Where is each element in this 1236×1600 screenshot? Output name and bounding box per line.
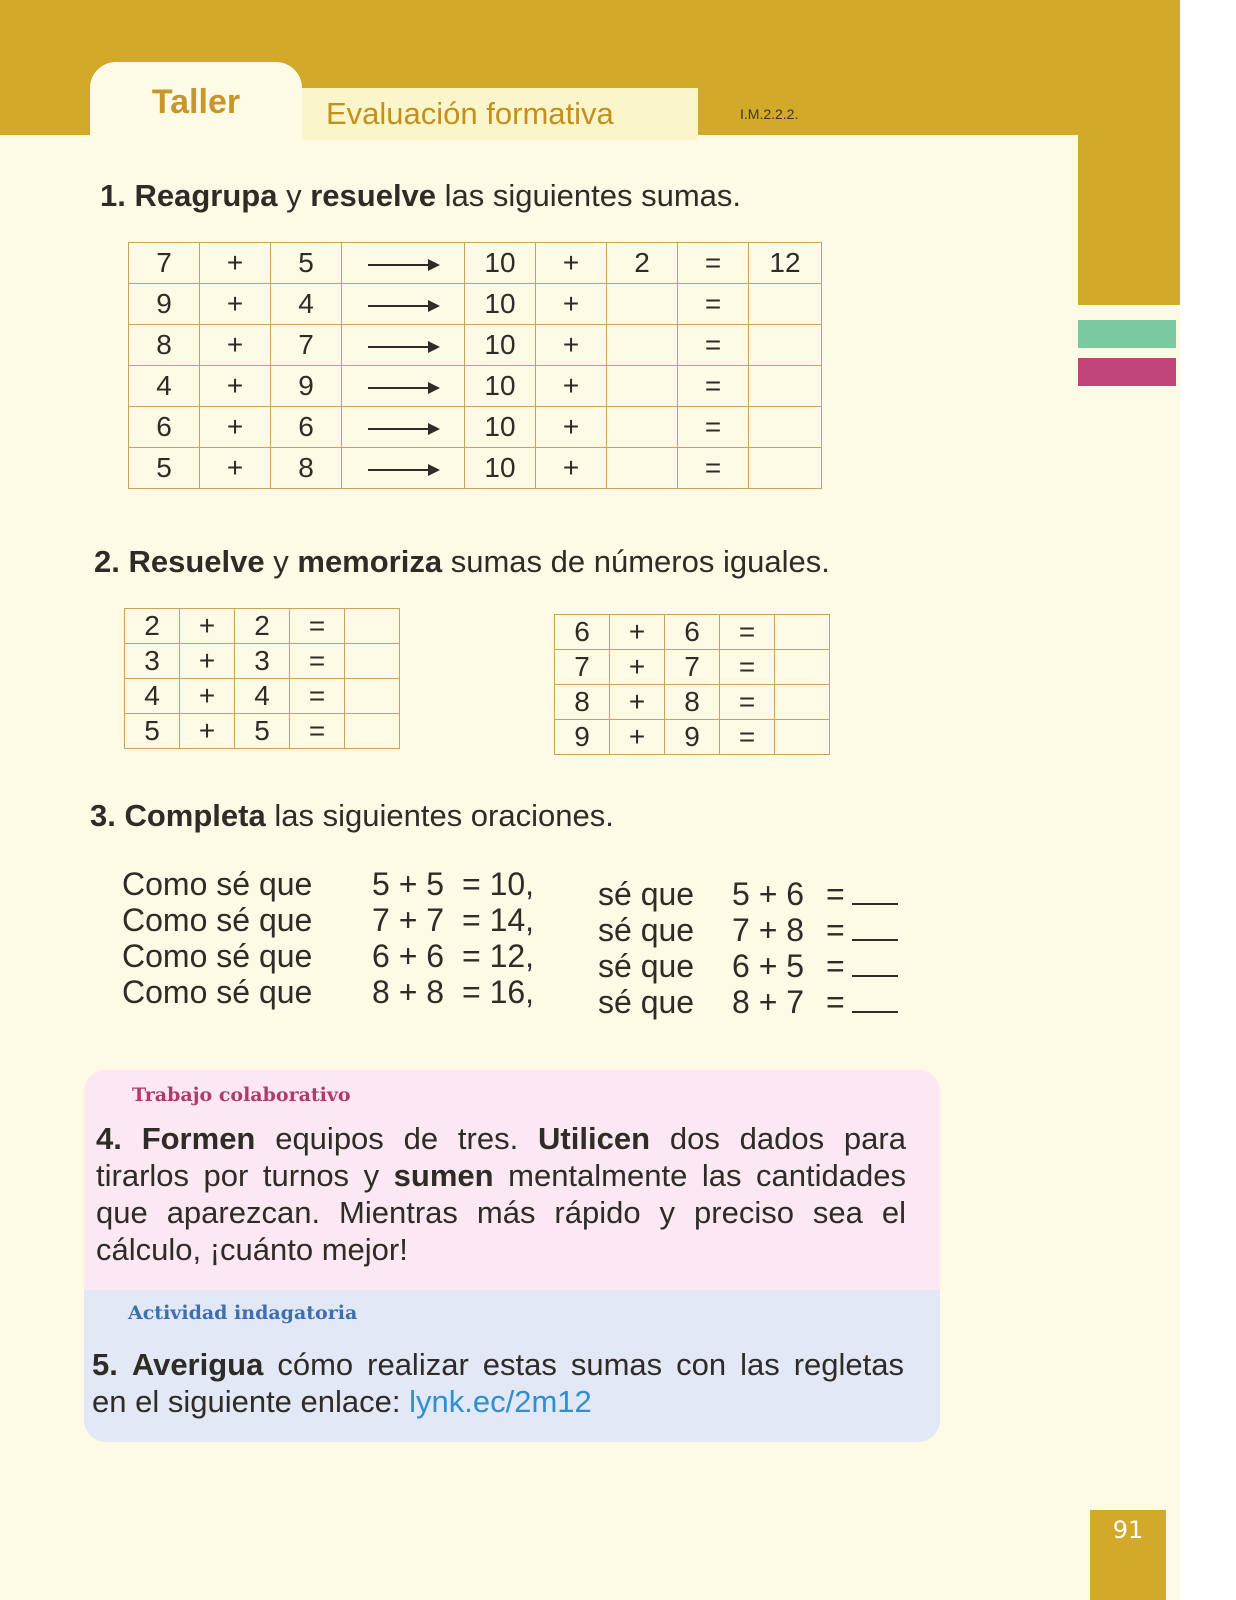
addend-b: 9 [271,366,342,407]
q4-text-2: dos dados para tirarlos por turnos y [96,1121,906,1193]
arrow-cell [342,325,465,366]
known-sum: 5 + 5 [372,866,445,902]
q3-verb: Completa [124,798,266,833]
collab-title: Trabajo colaborativo [132,1084,351,1106]
question-1 [100,178,741,214]
addend-a: 4 [125,679,180,714]
addend-b: 4 [271,284,342,325]
plus-sign: + [200,243,271,284]
q1-conj: y [286,178,302,213]
addend-b: 2 [235,609,290,644]
ten-value: 10 [465,325,536,366]
table-row [125,644,400,679]
equals-sign: = [290,679,345,714]
addend-b: 6 [271,407,342,448]
table-row [129,366,822,407]
plus-sign: + [536,284,607,325]
addend-a: 3 [125,644,180,679]
ten-value: 10 [465,284,536,325]
plus-sign: + [536,407,607,448]
equals-sign: = [678,366,749,407]
known-sum: 7 + 7 [372,902,445,938]
equals-sign: = [720,685,775,720]
addend-b: 8 [665,685,720,720]
answer-blank [775,615,830,650]
addend-b: 3 [235,644,290,679]
answer-blank [345,609,400,644]
addend-b: 7 [271,325,342,366]
q5-text: cómo realizar estas sumas con las regletas en el siguiente enlace: [92,1347,904,1419]
tab-evaluacion: Evaluación formativa [302,88,698,140]
regletas-link[interactable]: lynk.ec/2m12 [409,1384,592,1419]
arrow-icon [368,387,438,389]
known-sum: 8 + 8 [372,974,445,1010]
addend-a: 5 [125,714,180,749]
q2-number: 2. [94,544,120,579]
arrow-icon [368,428,438,430]
known-result: = 12, [462,938,535,974]
table-row [129,284,822,325]
tab-taller: Taller [90,62,302,142]
answer-blank [345,679,400,714]
plus-sign: + [536,325,607,366]
equals-sign: = [290,714,345,749]
equals-sign: = [678,407,749,448]
q2-rest: sumas de números iguales. [450,544,830,579]
sentence-prefix: Como sé que [122,938,313,974]
q3-rest: las siguientes oraciones. [274,798,614,833]
arrow-cell [342,284,465,325]
plus-sign: + [200,325,271,366]
table-row [125,679,400,714]
table-row [555,685,830,720]
equals-sign: = [290,609,345,644]
addend-b: 5 [271,243,342,284]
addend-a: 6 [555,615,610,650]
activity-5-text [92,1346,904,1420]
arrow-cell [342,243,465,284]
equals-sign: = [720,615,775,650]
equals-sign: = [678,325,749,366]
arrow-cell [342,448,465,489]
addend-b: 7 [665,650,720,685]
addend-a: 8 [555,685,610,720]
activity-4-text [96,1120,906,1268]
regroup-table [128,242,822,489]
asked-sum: 7 + 8 [732,912,805,948]
addend-a: 6 [129,407,200,448]
equals-sign: = [720,650,775,685]
plus-sign: + [200,448,271,489]
known-result: = 10, [462,866,535,902]
question-2 [94,544,830,580]
equals-sign: = [826,876,845,912]
q1-rest: las siguientes sumas. [444,178,742,213]
q4-number: 4. [96,1121,122,1156]
addend-a: 9 [129,284,200,325]
plus-sign: + [180,714,235,749]
known-result: = 16, [462,974,535,1010]
answer-blank[interactable] [852,948,898,984]
sentence-middle: sé que [598,948,695,984]
answer-blank [607,407,678,448]
ten-value: 10 [465,407,536,448]
remainder-value: 2 [607,243,678,284]
answer-blank [775,720,830,755]
doubles-table-left [124,608,400,749]
answer-blank [749,407,822,448]
ten-value: 10 [465,243,536,284]
answer-blank [775,685,830,720]
q1-number: 1. [100,178,126,213]
answer-blank [775,650,830,685]
answer-blank[interactable] [852,876,898,912]
side-band [1078,135,1180,305]
answer-blank [607,284,678,325]
table-row [555,650,830,685]
answer-blank[interactable] [852,984,898,1020]
answer-blank[interactable] [852,912,898,948]
asked-sum: 6 + 5 [732,948,805,984]
plus-sign: + [536,366,607,407]
page-margin [1180,0,1236,1600]
addend-a: 9 [555,720,610,755]
q2-verb-2: memoriza [297,544,443,579]
known-sum: 6 + 6 [372,938,445,974]
arrow-icon [368,469,438,471]
plus-sign: + [610,720,665,755]
answer-blank [607,325,678,366]
result-value: 12 [749,243,822,284]
equals-sign: = [678,284,749,325]
addend-b: 8 [271,448,342,489]
table-row [129,243,822,284]
ten-value: 10 [465,366,536,407]
indicator-code: I.M.2.2.2. [740,106,799,122]
answer-blank [749,284,822,325]
table-row [129,407,822,448]
addend-a: 4 [129,366,200,407]
answer-blank [607,366,678,407]
addend-b: 5 [235,714,290,749]
plus-sign: + [610,685,665,720]
plus-sign: + [610,615,665,650]
q1-verb-2: resuelve [310,178,437,213]
sentence-middle: sé que [598,984,695,1020]
plus-sign: + [610,650,665,685]
green-stripe [1076,320,1176,348]
table-row [125,609,400,644]
plus-sign: + [536,448,607,489]
addend-a: 8 [129,325,200,366]
q3-number: 3. [90,798,116,833]
known-result: = 14, [462,902,535,938]
sentence-middle: sé que [598,876,695,912]
q4-verb-1: Formen [141,1121,256,1156]
doubles-table-right [554,614,830,755]
plus-sign: + [180,644,235,679]
q5-verb: Averigua [131,1347,264,1382]
answer-blank [345,644,400,679]
pink-stripe [1076,358,1176,386]
sentence-prefix: Como sé que [122,866,313,902]
equals-sign: = [826,948,845,984]
plus-sign: + [180,609,235,644]
equals-sign: = [826,912,845,948]
sentence-prefix: Como sé que [122,902,313,938]
plus-sign: + [200,366,271,407]
question-3 [90,798,614,834]
arrow-icon [368,305,438,307]
q4-text-1: equipos de tres. [275,1121,519,1156]
addend-b: 4 [235,679,290,714]
plus-sign: + [180,679,235,714]
q4-verb-3: sumen [393,1158,494,1193]
arrow-cell [342,407,465,448]
q2-conj: y [273,544,289,579]
indag-title: Actividad indagatoria [128,1302,358,1324]
plus-sign: + [200,284,271,325]
plus-sign: + [536,243,607,284]
addend-a: 7 [555,650,610,685]
arrow-icon [368,346,438,348]
q1-verb-1: Reagrupa [134,178,278,213]
answer-blank [749,325,822,366]
asked-sum: 8 + 7 [732,984,805,1020]
q4-text-3: mentalmente las cantidades que aparezcan. Mientras más rápido y preciso sea el cálculo, ¡cuánto mejor! [96,1158,906,1267]
addend-b: 9 [665,720,720,755]
sentence-prefix: Como sé que [122,974,313,1010]
table-row [555,720,830,755]
asked-sum: 5 + 6 [732,876,805,912]
arrow-cell [342,366,465,407]
addend-a: 7 [129,243,200,284]
q2-verb-1: Resuelve [128,544,265,579]
equals-sign: = [678,448,749,489]
equals-sign: = [678,243,749,284]
addend-b: 6 [665,615,720,650]
answer-blank [749,366,822,407]
equals-sign: = [720,720,775,755]
plus-sign: + [200,407,271,448]
answer-blank [749,448,822,489]
addend-a: 5 [129,448,200,489]
arrow-icon [368,264,438,266]
equals-sign: = [826,984,845,1020]
sentence-middle: sé que [598,912,695,948]
page-number: 91 [1090,1510,1166,1600]
ten-value: 10 [465,448,536,489]
table-row [129,448,822,489]
q5-number: 5. [92,1347,118,1382]
answer-blank [345,714,400,749]
table-row [125,714,400,749]
table-row [555,615,830,650]
equals-sign: = [290,644,345,679]
addend-a: 2 [125,609,180,644]
q4-verb-2: Utilicen [538,1121,651,1156]
table-row [129,325,822,366]
answer-blank [607,448,678,489]
